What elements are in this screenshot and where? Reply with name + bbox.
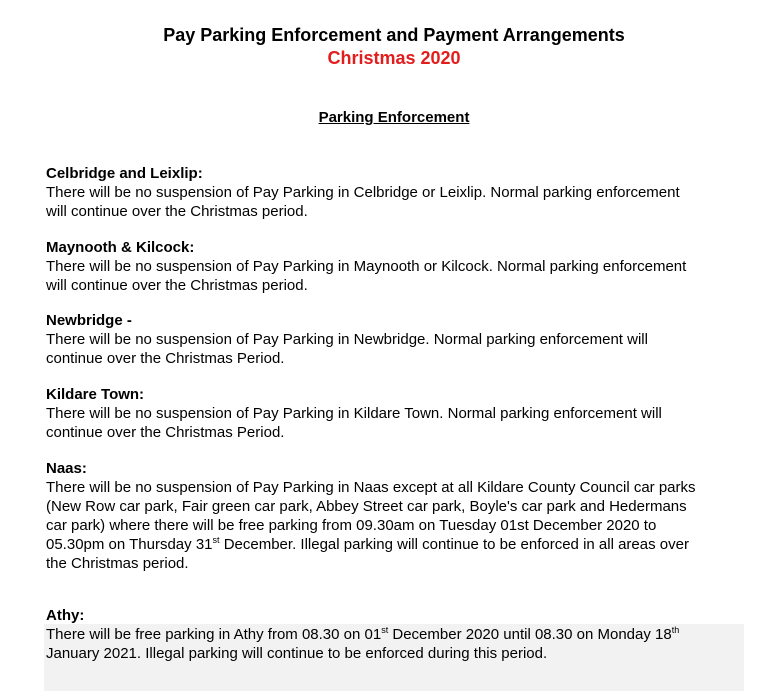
- athy-block: [46, 606, 746, 663]
- block-text-line: 05.30pm on Thursday 31st December. Illegal parking will continue to be enforced in all areas over: [46, 535, 689, 553]
- block-text-line: will continue over the Christmas period.: [46, 203, 308, 220]
- section-heading: Parking Enforcement: [318, 109, 470, 126]
- block-heading: Celbridge and Leixlip:: [46, 165, 203, 182]
- block-text-line: January 2021. Illegal parking will continue to be enforced during this period.: [46, 645, 548, 662]
- block-text-line: There will be no suspension of Pay Parking in Kildare Town. Normal parking enforcement will: [46, 405, 662, 422]
- block-text-line: car park) where there will be free parking from 09.30am on Tuesday 01st December 2020 to: [46, 517, 657, 534]
- block-heading: Maynooth & Kilcock:: [46, 239, 195, 256]
- block-text-line: There will be no suspension of Pay Parking in Naas except at all Kildare County Council car parks: [46, 479, 696, 496]
- block-text-line: There will be no suspension of Pay Parking in Maynooth or Kilcock. Normal parking enforcement: [46, 258, 687, 275]
- block-heading: Kildare Town:: [46, 386, 145, 403]
- celbridge-leixlip-block: [46, 164, 746, 221]
- block-text-line: There will be free parking in Athy from 08.30 on 01st December 2020 until 08.30 on Monday 18th: [46, 625, 680, 643]
- naas-block: [46, 459, 746, 573]
- block-text-line: the Christmas period.: [46, 555, 189, 572]
- newbridge-block: [46, 311, 746, 368]
- page-subtitle: Christmas 2020: [327, 48, 461, 68]
- block-text-line: continue over the Christmas Period.: [46, 424, 285, 441]
- block-text-line: There will be no suspension of Pay Parking in Celbridge or Leixlip. Normal parking enforcement: [46, 184, 680, 201]
- block-text-line: (New Row car park, Fair green car park, Abbey Street car park, Boyle's car park and Hedermans: [46, 498, 687, 515]
- block-text-line: There will be no suspension of Pay Parking in Newbridge. Normal parking enforcement will: [46, 331, 648, 348]
- page-title: Pay Parking Enforcement and Payment Arrangements: [163, 25, 625, 45]
- kildare-town-block: [46, 385, 746, 442]
- block-text-line: will continue over the Christmas period.: [46, 277, 308, 294]
- block-heading: Naas:: [46, 460, 87, 477]
- maynooth-kilcock-block: [46, 238, 746, 295]
- block-text-line: continue over the Christmas Period.: [46, 350, 285, 367]
- block-heading: Athy:: [46, 607, 85, 624]
- block-heading: Newbridge -: [46, 312, 132, 329]
